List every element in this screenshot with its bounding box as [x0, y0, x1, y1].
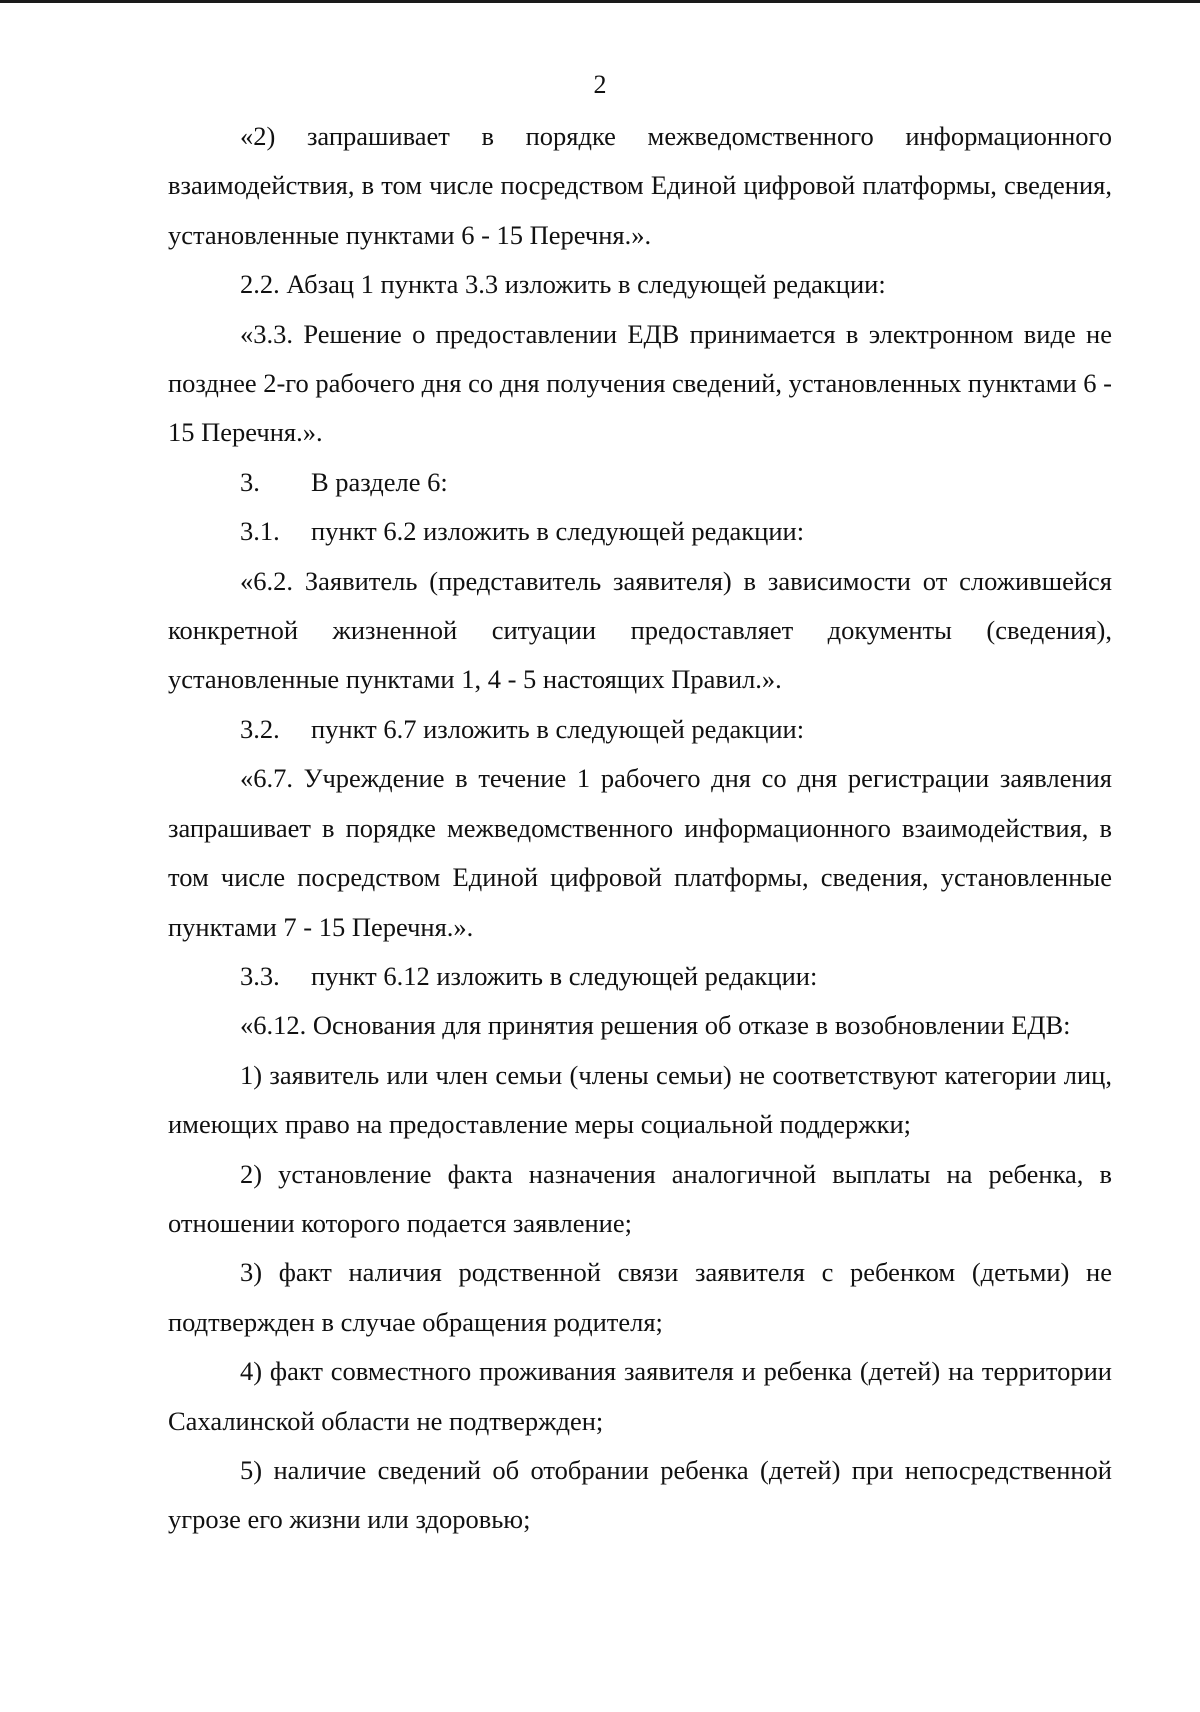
top-edge-rule	[0, 0, 1200, 3]
item-text: пункт 6.12 изложить в следующей редакции:	[311, 960, 818, 991]
list-item	[168, 507, 1112, 556]
list-item	[168, 458, 1112, 507]
paragraph: «3.3. Решение о предоставлении ЕДВ принимается в электронном виде не позднее 2-го рабочего дня со дня получения сведений, установленных пунктами 6 - 15 Перечня.».	[168, 318, 1112, 448]
paragraph: 5) наличие сведений об отобрании ребенка (детей) при непосредственной угрозе его жизни или здоровью;	[168, 1454, 1112, 1535]
item-text: В разделе 6:	[311, 466, 448, 497]
item-text: пункт 6.2 изложить в следующей редакции:	[311, 516, 805, 547]
paragraph: «6.7. Учреждение в течение 1 рабочего дня со дня регистрации заявления запрашивает в порядке межведомственного информационного взаимодействия, в том числе посредством Единой цифровой платформы, сведения, установленные пунктами 7 - 15 Перечня.».	[168, 763, 1112, 942]
item-number: 3.1.	[240, 516, 280, 547]
item-number: 3.2.	[240, 713, 280, 744]
paragraph: 4) факт совместного проживания заявителя и ребенка (детей) на территории Сахалинской области не подтвержден;	[168, 1356, 1112, 1436]
paragraph: «6.2. Заявитель (представитель заявителя) в зависимости от сложившейся конкретной жизненной ситуации предоставляет документы (сведения), установленные пунктами 1, 4 - 5 настоящих Правил.».	[168, 565, 1112, 695]
paragraph: 2.2. Абзац 1 пункта 3.3 изложить в следующей редакции:	[240, 269, 886, 300]
paragraph: 3) факт наличия родственной связи заявителя с ребенком (детьми) не подтвержден в случае обращения родителя;	[168, 1257, 1112, 1337]
paragraph: 1) заявитель или член семьи (члены семьи) не соответствуют категории лиц, имеющих право на предоставление меры социальной поддержки;	[168, 1059, 1112, 1140]
paragraph: «2) запрашивает в порядке межведомственного информационного взаимодействия, в том числе посредством Единой цифровой платформы, сведения, установленные пунктами 6 - 15 Перечня.».	[168, 121, 1112, 250]
list-item	[168, 952, 1112, 1001]
item-number: 3.	[240, 466, 260, 497]
item-text: пункт 6.7 изложить в следующей редакции:	[311, 713, 805, 744]
list-item	[168, 705, 1112, 754]
item-number: 3.3.	[240, 960, 280, 991]
page-number: 2	[593, 70, 607, 99]
paragraph: «6.12. Основания для принятия решения об отказе в возобновлении ЕДВ:	[240, 1010, 1071, 1041]
document-body	[168, 112, 1112, 1545]
paragraph: 2) установление факта назначения аналогичной выплаты на ребенка, в отношении которого подается заявление;	[168, 1158, 1112, 1238]
